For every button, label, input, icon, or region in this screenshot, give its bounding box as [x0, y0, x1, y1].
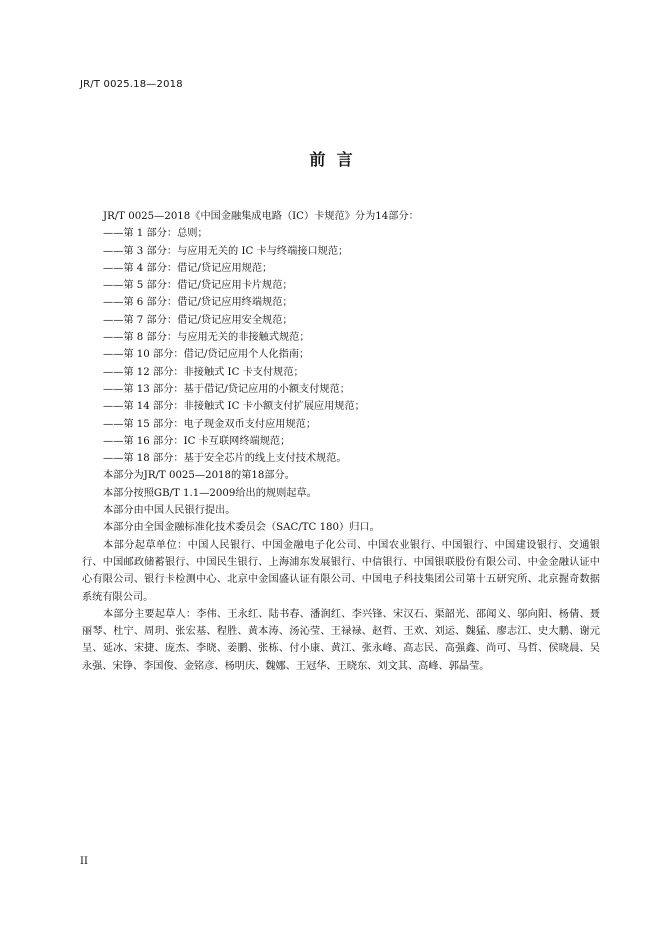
page-title: 前 言 [309, 150, 353, 169]
list-item: ——第 5 部分：借记/贷记应用卡片规范； [103, 280, 293, 292]
list-item: ——第 14 部分：非接触式 IC 卡小额支付扩展应用规范； [103, 401, 365, 413]
committee-statement: 本部分由全国金融标准化技术委员会（SAC/TC 180）归口。 [103, 522, 380, 534]
page-number: II [80, 856, 88, 867]
list-item: ——第 4 部分：借记/贷记应用规范； [103, 262, 273, 274]
list-item: ——第 7 部分：借记/贷记应用安全规范； [103, 314, 293, 326]
list-item: ——第 16 部分：IC 卡互联网终端规范； [103, 435, 291, 447]
list-item: ——第 1 部分：总则； [103, 228, 208, 240]
list-item: ——第 8 部分：与应用无关的非接触式规范； [103, 332, 310, 344]
proposer-statement: 本部分由中国人民银行提出。 [103, 505, 236, 517]
list-item: ——第 12 部分：非接触式 IC 卡支付规范； [103, 366, 304, 378]
list-item: ——第 10 部分：借记/贷记应用个人化指南； [103, 349, 310, 361]
foreword-body [82, 208, 600, 675]
list-item: ——第 3 部分：与应用无关的 IC 卡与终端接口规范； [103, 245, 349, 257]
list-item: ——第 15 部分：电子现金双币支付应用规范； [103, 418, 317, 430]
list-item: ——第 18 部分：基于安全芯片的线上支付技术规范。 [103, 453, 347, 465]
list-item: ——第 13 部分：基于借记/贷记应用的小额支付规范； [103, 383, 350, 395]
intro-paragraph: JR/T 0025—2018《中国金融集成电路（IC）卡规范》分为14部分： [103, 211, 419, 222]
drafting-units-paragraph: 本部分起草单位：中国人民银行、中国金融电子化公司、中国农业银行、中国银行、中国建设银行、交通银行、中国邮政储蓄银行、中国民生银行、上海浦东发展银行、中信银行、中国银联股份有限公司、中金金融认证中心有限公司、银行卡检测中心、北京中金国盛认证有限公司、中国电子科技集团公司第十五研究所、北京握奇数据系统有限公司。 [82, 539, 600, 603]
list-item: ——第 6 部分：借记/贷记应用终端规范； [103, 297, 293, 309]
document-id-header: JR/T 0025.18—2018 [80, 79, 183, 90]
drafters-paragraph: 本部分主要起草人：李伟、王永红、陆书春、潘润红、李兴锋、宋汉石、渠韶光、邵闻义、邬向阳、杨倩、聂丽琴、杜宁、周玥、张宏基、程胜、黄本涛、汤沁莹、王禄禄、赵哲、王欢、刘运、魏猛、廖志江、史大鹏、谢元呈、延冰、宋捷、庞杰、李晓、姜鹏、张栋、付小康、黄江、张永峰、高志民、高强鑫、尚可、马哲、侯晓晨、吴永强、宋铮、李国俊、金铭彦、杨明庆、魏娜、王冠华、王晓东、刘文其、高峰、郭晶莹。 [82, 608, 600, 672]
part-statement: 本部分为JR/T 0025—2018的第18部分。 [103, 470, 295, 482]
drafting-rules-statement: 本部分按照GB/T 1.1—2009给出的规则起草。 [103, 487, 317, 499]
